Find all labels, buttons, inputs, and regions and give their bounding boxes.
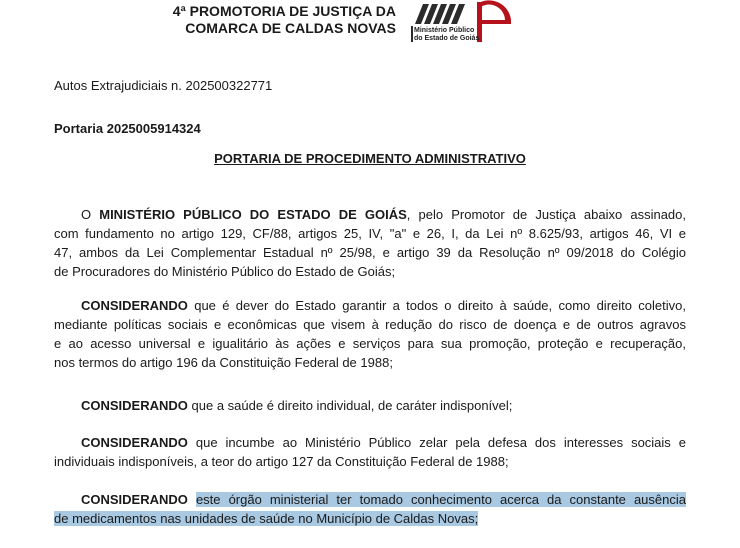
paragraph-line: de Procuradores do Ministério Público do Estado de Goiás; xyxy=(54,264,396,279)
paragraph-line: 47, ambos da Lei Complementar Estadual nº 25/98, e artigo 39 da Resolução nº 09/2018 do Colégio xyxy=(54,245,686,260)
header-title xyxy=(173,3,396,37)
considerando-label: CONSIDERANDO xyxy=(81,435,188,450)
paragraph-line: CONSIDERANDO que é dever do Estado garantir a todos o direito à saúde, como direito coletivo, xyxy=(81,298,686,313)
paragraph-line: com fundamento no artigo 129, CF/88, artigos 25, IV, "a" e 26, I, da Lei nº 8.625/93, artigos 46, VI e xyxy=(54,226,686,241)
paragraph-line: individuais indisponíveis, a teor do artigo 127 da Constituição Federal de 1988; xyxy=(54,454,509,469)
header-line-2: COMARCA DE CALDAS NOVAS xyxy=(185,20,396,36)
paragraph-line: CONSIDERANDO que incumbe ao Ministério Público zelar pela defesa dos interesses sociais e xyxy=(81,435,686,450)
autos-number: Autos Extrajudiciais n. 202500322771 xyxy=(54,78,273,93)
paragraph-preamble xyxy=(54,205,686,281)
paragraph-considerando-1 xyxy=(54,296,686,372)
considerando-label: CONSIDERANDO xyxy=(81,298,188,313)
considerando-label: CONSIDERANDO xyxy=(81,398,188,413)
paragraph-line: nos termos do artigo 196 da Constituição Federal de 1988; xyxy=(54,355,393,370)
highlighted-text[interactable]: este órgão ministerial ter tomado conhecimento acerca da constante ausência xyxy=(195,492,686,507)
paragraph-considerando-4 xyxy=(54,490,686,528)
logo-caption-line-1: Ministério Público xyxy=(414,27,475,34)
paragraph-line: O MINISTÉRIO PÚBLICO DO ESTADO DE GOIÁS, pelo Promotor de Justiça abaixo assinado, xyxy=(81,207,686,222)
considerando-label: CONSIDERANDO xyxy=(81,492,188,507)
paragraph-line xyxy=(54,509,686,528)
highlighted-text[interactable]: de medicamentos nas unidades de saúde no Município de Caldas Novas; xyxy=(54,511,479,526)
logo-caption-line-2: do Estado de Goiás xyxy=(414,35,480,42)
logo-caption xyxy=(414,27,479,43)
paragraph-line xyxy=(54,490,686,509)
paragraph-line: mediante políticas sociais e econômicas que visem à redução do risco de doença e de outros agravos xyxy=(54,317,686,332)
paragraph-line: CONSIDERANDO que a saúde é direito individual, de caráter indisponível; xyxy=(81,398,513,413)
header-line-1: 4ª PROMOTORIA DE JUSTIÇA DA xyxy=(172,3,396,19)
document-title: PORTARIA DE PROCEDIMENTO ADMINISTRATIVO xyxy=(214,151,526,166)
paragraph-considerando-3 xyxy=(54,433,686,471)
paragraph-line: e ao acesso universal e igualitário às ações e serviços para sua promoção, proteção e recuperação, xyxy=(54,336,686,351)
portaria-number: Portaria 2025005914324 xyxy=(54,121,201,136)
institution-name: MINISTÉRIO PÚBLICO DO ESTADO DE GOIÁS xyxy=(99,207,407,222)
paragraph-considerando-2 xyxy=(54,396,686,415)
